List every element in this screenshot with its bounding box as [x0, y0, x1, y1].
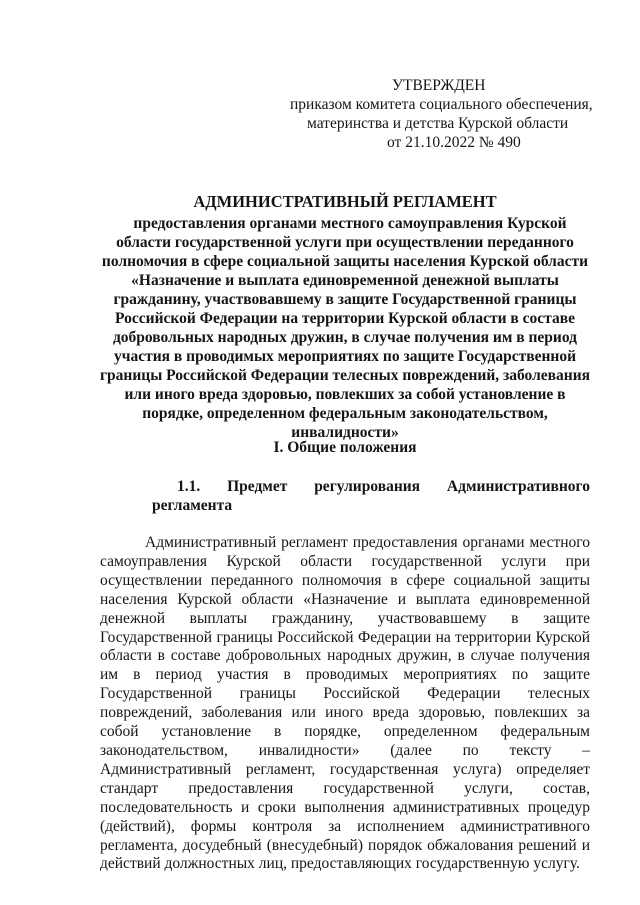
- subsection-word: Предмет: [227, 478, 288, 495]
- subsection-word: Административного: [446, 478, 590, 495]
- approval-date-number: от 21.10.2022 № 490: [387, 134, 521, 151]
- body-paragraph: Административный регламент предоставления органами местного самоуправления Курской области государственной услуги при осуществлении переданного полномочия в сфере социальной защиты населения Курской области «Назначение и выплата единовременной денежной выплаты гражданину, участвовавшему в защите Государственной границы Российской Федерации на территории Курской области в составе добровольных народных дружин, в случае получения им в период участия в проводимых мероприятиях по защите Государственной границы Российской Федерации телесных повреждений, заболевания или иного вреда здоровью, повлекших за собой установление в порядке, определенном федеральным законодательством, инвалидности» (далее по тексту – Административный регламент, государственная услуга) определяет стандарт предоставления государственной услуги, состав, последовательность и сроки выполнения административных процедур (действий), формы контроля за исполнением административного регламента, досудебный (внесудебный) порядок обжалования решений и действий должностных лиц, предоставляющих государственную услугу.: [100, 534, 590, 873]
- title-line: предоставления органами местного самоуправления Курской: [133, 215, 567, 232]
- title-line: участия в проводимых мероприятиях по защите Государственной: [113, 348, 577, 365]
- title-line: границы Российской Федерации телесных повреждений, заболевания: [100, 367, 591, 384]
- section-heading: I. Общие положения: [273, 439, 417, 456]
- document-title: [100, 192, 590, 442]
- title-line: добровольных народных дружин, в случае получения им в период: [112, 329, 578, 346]
- title-line: инвалидности»: [291, 424, 399, 441]
- title-line: порядке, определенном федеральным законодательством,: [142, 405, 548, 422]
- approval-order-line: приказом комитета социального обеспечения,: [290, 96, 593, 113]
- subsection-heading: [100, 477, 590, 515]
- subsection-continuation: регламента: [152, 497, 233, 514]
- title-line: Российской Федерации на территории Курской области в составе: [115, 310, 575, 327]
- subsection-number: 1.1.: [177, 478, 201, 495]
- title-line: гражданину, участвовавшему в защите Государственной границы: [113, 291, 577, 308]
- approval-stamp: [290, 76, 610, 152]
- title-line: или иного вреда здоровью, повлекших за собой установление в: [124, 386, 566, 403]
- approval-committee-line: материнства и детства Курской области: [307, 115, 569, 132]
- approval-heading: УТВЕРЖДЕН: [392, 77, 486, 94]
- title-line: «Назначение и выплата единовременной денежной выплаты: [131, 272, 559, 289]
- subsection-word: регулирования: [314, 478, 421, 495]
- title-line: полномочия в сфере социальной защиты населения Курской области: [101, 253, 589, 270]
- title-main: АДМИНИСТРАТИВНЫЙ РЕГЛАМЕНТ: [193, 192, 497, 211]
- title-line: области государственной услуги при осуществлении переданного: [116, 234, 574, 251]
